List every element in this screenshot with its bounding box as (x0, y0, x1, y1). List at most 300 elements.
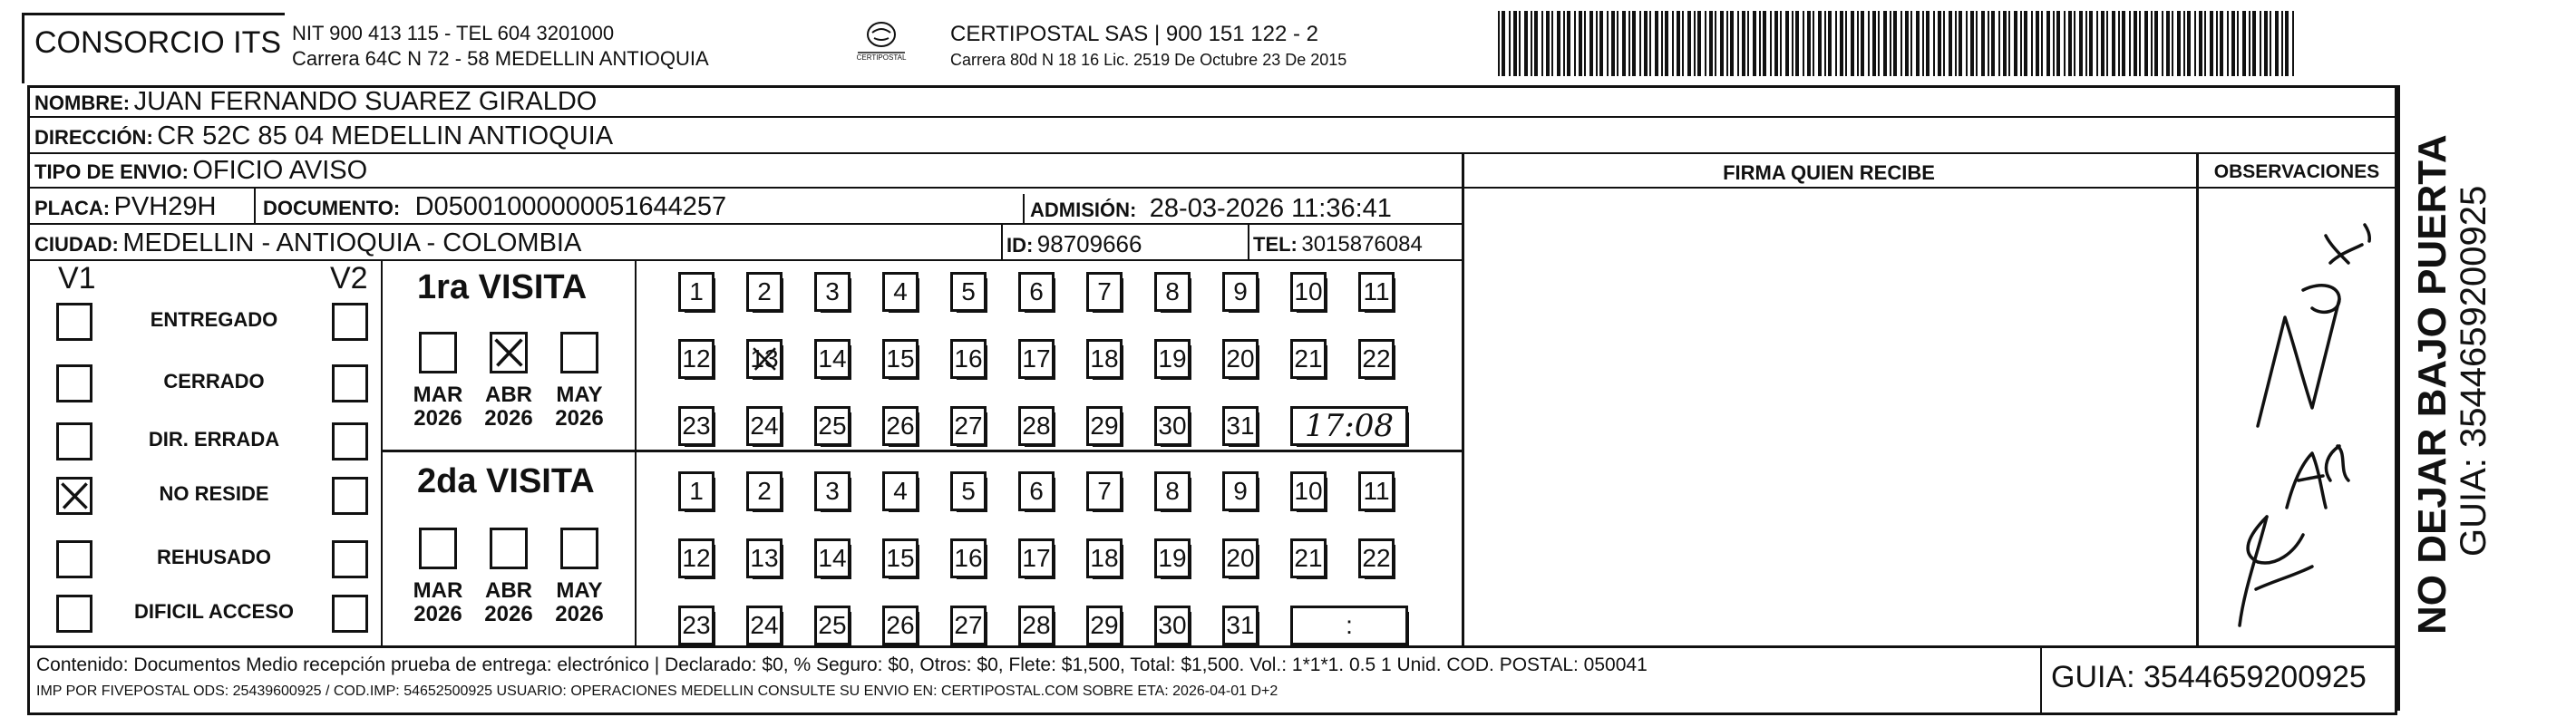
barcode-bar (1759, 11, 1761, 76)
footer-content: Contenido: Documentos Medio recepción prueba de entrega: electrónico | Declarado: $0, % Seguro: $0, Otros: $0, Flete: $1,500, Total: $1,500. Vol.: 1*1*1. 0.5 1 Unid. COD. POSTAL: 050041 (36, 654, 1648, 675)
day-cell[interactable] (1086, 406, 1123, 446)
day-cell[interactable] (1358, 471, 1395, 511)
barcode-bar (1785, 11, 1789, 76)
col-id-sep (1001, 225, 1003, 259)
v1-label: V1 (58, 261, 96, 296)
barcode-bar (1991, 11, 1995, 76)
certipostal-license: Carrera 80d N 18 16 Lic. 2519 De Octubre 23 De 2015 (950, 51, 1347, 69)
barcode-bar (2089, 11, 2093, 76)
status-v2-checkbox[interactable] (332, 364, 368, 402)
barcode-bar (2139, 11, 2141, 76)
barcode-bar (1872, 11, 1876, 76)
status-v1-checkbox[interactable] (56, 303, 92, 341)
barcode-bar (1813, 11, 1814, 76)
status-v1-checkbox[interactable] (56, 422, 92, 460)
barcode-bar (1883, 11, 1887, 76)
day-number: 15 (886, 544, 915, 572)
barcode-bar (1596, 11, 1598, 76)
barcode-bar (1970, 11, 1974, 76)
id-label: ID: (1006, 234, 1034, 257)
col-firma-left (1462, 152, 1464, 647)
barcode-bar (1622, 11, 1626, 76)
day-cell[interactable] (1222, 339, 1259, 379)
barcode-bar (1502, 11, 1505, 76)
day-cell[interactable] (1222, 606, 1259, 645)
barcode-bar (1677, 11, 1680, 76)
barcode-bar (2227, 11, 2229, 76)
day-cell[interactable] (950, 406, 987, 446)
day-cell[interactable] (678, 272, 714, 312)
month-checkbox[interactable] (419, 528, 457, 569)
time-value: : (1346, 611, 1353, 639)
barcode (1498, 11, 2300, 76)
barcode-bar (2053, 11, 2055, 76)
barcode-bar (2270, 11, 2271, 76)
barcode-bar (2231, 11, 2235, 76)
barcode-bar (1742, 11, 1745, 76)
day-cell[interactable] (746, 339, 783, 379)
day-cell[interactable] (1222, 406, 1259, 446)
day-cell[interactable] (950, 272, 987, 312)
day-cell[interactable] (1290, 272, 1327, 312)
day-number: 10 (1294, 477, 1323, 505)
month-label: MAR (413, 383, 463, 407)
field-placa (34, 192, 216, 222)
day-cell[interactable] (1290, 471, 1327, 511)
placa-value: PVH29H (113, 192, 217, 221)
barcode-bar (1753, 11, 1756, 76)
side-warning: NO DEJAR BAJO PUERTA (2410, 134, 2454, 635)
day-cell[interactable] (746, 606, 783, 645)
barcode-bar (1541, 11, 1543, 76)
barcode-bar (1949, 11, 1952, 76)
field-tipo (34, 156, 367, 186)
day-cell[interactable] (950, 339, 987, 379)
day-number: 27 (954, 412, 983, 440)
barcode-bar (1531, 11, 1532, 76)
day-number: 1 (689, 477, 704, 505)
day-cell[interactable] (1018, 339, 1055, 379)
barcode-bar (1824, 11, 1826, 76)
day-number: 16 (954, 344, 983, 373)
day-cell[interactable] (1358, 272, 1395, 312)
barcode-bar (1792, 11, 1793, 76)
day-number: 11 (1363, 277, 1390, 305)
day-cell[interactable] (1290, 339, 1327, 379)
time-box[interactable] (1290, 606, 1408, 645)
barcode-bar (1519, 11, 1521, 76)
day-cell[interactable] (1086, 471, 1123, 511)
tel-label: TEL: (1253, 233, 1298, 256)
barcode-bar (2106, 11, 2108, 76)
day-cell[interactable] (1018, 272, 1055, 312)
status-label: DIR. ERRADA (148, 428, 280, 451)
day-cell[interactable] (882, 272, 919, 312)
day-number: 1 (689, 277, 704, 305)
barcode-bar (2281, 11, 2283, 76)
day-cell[interactable] (814, 471, 851, 511)
status-v1-checkbox[interactable] (56, 364, 92, 402)
barcode-bar (1878, 11, 1880, 76)
barcode-bar (2129, 11, 2131, 76)
barcode-bar (2144, 11, 2148, 76)
day-number: 2 (757, 477, 772, 505)
barcode-bar (2074, 11, 2075, 76)
day-cell[interactable] (882, 471, 919, 511)
barcode-bar (2064, 11, 2066, 76)
barcode-bar (1905, 11, 1909, 76)
barcode-bar (1795, 11, 1799, 76)
status-v2-checkbox[interactable] (332, 477, 368, 515)
barcode-bar (1655, 11, 1658, 76)
svg-text:CERTIPOSTAL: CERTIPOSTAL (856, 53, 907, 62)
status-v2-checkbox[interactable] (332, 595, 368, 633)
barcode-bar (1988, 11, 1989, 76)
barcode-bar (1579, 11, 1582, 76)
barcode-bar (1747, 11, 1749, 76)
field-documento (263, 192, 726, 222)
day-number: 4 (893, 277, 908, 305)
ciudad-label: CIUDAD: (34, 233, 119, 256)
barcode-bar (2056, 11, 2060, 76)
day-number: 23 (682, 412, 711, 440)
barcode-bar (1981, 11, 1985, 76)
field-direccion (34, 121, 613, 151)
barcode-bar (1770, 11, 1772, 76)
barcode-bar (1665, 11, 1668, 76)
barcode-bar (1803, 11, 1804, 76)
barcode-bar (1851, 11, 1854, 76)
barcode-bar (2292, 11, 2294, 76)
barcode-bar (2220, 11, 2223, 76)
day-cell[interactable] (1018, 406, 1055, 446)
barcode-bar (1498, 11, 1500, 76)
day-number: 17 (1022, 544, 1051, 572)
day-number: 25 (818, 611, 847, 639)
observations-handwriting (2203, 208, 2394, 644)
day-cell[interactable] (678, 471, 714, 511)
status-label: REHUSADO (157, 546, 271, 568)
barcode-bar (1557, 11, 1560, 76)
admision-label: ADMISIÓN: (1030, 199, 1137, 221)
v2-label: V2 (330, 261, 368, 296)
day-cell[interactable] (678, 339, 714, 379)
month-checkbox[interactable] (560, 528, 598, 569)
barcode-bar (2096, 11, 2098, 76)
barcode-bar (1534, 11, 1538, 76)
day-cell[interactable] (814, 272, 851, 312)
col-status-right (381, 259, 383, 645)
day-number: 13 (750, 344, 779, 373)
day-number: 21 (1294, 344, 1323, 373)
second-visit-title: 2da VISITA (417, 462, 595, 500)
status-v1-checkbox[interactable] (56, 595, 92, 633)
barcode-bar (1632, 11, 1636, 76)
day-number: 31 (1226, 412, 1255, 440)
day-cell[interactable] (746, 272, 783, 312)
day-cell[interactable] (746, 471, 783, 511)
month-label: ABR (485, 383, 532, 407)
day-number: 22 (1362, 544, 1391, 572)
barcode-bar (1893, 11, 1897, 76)
barcode-bar (1840, 11, 1843, 76)
visit-divider (381, 450, 1463, 452)
barcode-bar (2177, 11, 2181, 76)
first-visit-title: 1ra VISITA (417, 268, 588, 306)
time-value: 17:08 (1305, 408, 1394, 444)
barcode-bar (1589, 11, 1593, 76)
day-number: 8 (1165, 477, 1180, 505)
month-checkbox[interactable] (560, 332, 598, 373)
day-cell[interactable] (1086, 272, 1123, 312)
day-cell[interactable] (1154, 538, 1191, 578)
day-cell[interactable] (1086, 606, 1123, 645)
day-cell[interactable] (814, 606, 851, 645)
day-cell[interactable] (1154, 606, 1191, 645)
row-line-3 (27, 187, 1464, 189)
tel-value: 3015876084 (1301, 232, 1423, 257)
nombre-value: JUAN FERNANDO SUAREZ GIRALDO (133, 87, 598, 116)
day-cell[interactable] (1358, 538, 1395, 578)
month-checkbox[interactable] (419, 332, 457, 373)
company-address: Carrera 64C N 72 - 58 MEDELLIN ANTIOQUIA (292, 47, 709, 70)
day-cell[interactable] (1222, 471, 1259, 511)
day-cell[interactable] (1358, 339, 1395, 379)
day-number: 2 (757, 277, 772, 305)
barcode-bar (1916, 11, 1920, 76)
day-cell[interactable] (882, 339, 919, 379)
barcode-bar (2242, 11, 2246, 76)
day-number: 13 (750, 544, 779, 572)
day-cell[interactable] (678, 606, 714, 645)
day-number: 24 (750, 611, 779, 639)
day-number: 12 (682, 344, 711, 373)
barcode-bar (1922, 11, 1924, 76)
direccion-label: DIRECCIÓN: (34, 126, 153, 149)
barcode-bar (1584, 11, 1586, 76)
status-label: DIFICIL ACCESO (133, 600, 294, 623)
status-v2-checkbox[interactable] (332, 540, 368, 578)
day-cell[interactable] (1154, 406, 1191, 446)
barcode-bar (2085, 11, 2087, 76)
day-number: 18 (1090, 544, 1119, 572)
day-cell[interactable] (1154, 272, 1191, 312)
barcode-bar (1709, 11, 1713, 76)
barcode-bar (2172, 11, 2173, 76)
day-number: 6 (1029, 277, 1044, 305)
time-box[interactable] (1290, 406, 1408, 446)
day-number: 25 (818, 412, 847, 440)
status-v2-checkbox[interactable] (332, 303, 368, 341)
barcode-bar (1697, 11, 1701, 76)
barcode-bar (2041, 11, 2043, 76)
barcode-bar (2237, 11, 2239, 76)
day-cell[interactable] (746, 538, 783, 578)
barcode-bar (1959, 11, 1962, 76)
day-cell[interactable] (814, 406, 851, 446)
day-cell[interactable] (882, 606, 919, 645)
year-label: 2026 (413, 406, 462, 431)
day-number: 22 (1362, 344, 1391, 373)
barcode-bar (1639, 11, 1641, 76)
firma-header: FIRMA QUIEN RECIBE (1723, 161, 1935, 184)
day-cell[interactable] (814, 538, 851, 578)
day-number: 26 (886, 412, 915, 440)
month-checkbox[interactable] (490, 332, 528, 373)
row-line-2 (27, 152, 2395, 154)
barcode-bar (2122, 11, 2125, 76)
day-cell[interactable] (814, 339, 851, 379)
barcode-bar (2204, 11, 2206, 76)
barcode-bar (1524, 11, 1528, 76)
day-cell[interactable] (746, 406, 783, 446)
company-name: CONSORCIO ITS (34, 25, 282, 60)
documento-value: D05001000000051644257 (414, 192, 727, 221)
row-line-3b (1462, 187, 2395, 189)
status-v1-checkbox[interactable] (56, 477, 92, 515)
certipostal-info: CERTIPOSTAL SAS | 900 151 122 - 2 (950, 22, 1318, 46)
status-label: ENTREGADO (150, 308, 278, 331)
barcode-bar (2285, 11, 2289, 76)
day-number: 3 (825, 477, 840, 505)
barcode-bar (2249, 11, 2250, 76)
day-number: 5 (961, 277, 976, 305)
barcode-bar (1509, 11, 1511, 76)
side-guia: GUIA: 3544659200925 (2454, 185, 2493, 557)
barcode-bar (2112, 11, 2115, 76)
field-ciudad (34, 228, 581, 258)
day-check-mark (749, 342, 780, 376)
day-number: 30 (1158, 412, 1187, 440)
day-number: 24 (750, 412, 779, 440)
day-cell[interactable] (1086, 538, 1123, 578)
barcode-bar (2031, 11, 2033, 76)
day-number: 23 (682, 611, 711, 639)
day-number: 20 (1226, 344, 1255, 373)
barcode-bar (2024, 11, 2027, 76)
barcode-bar (1835, 11, 1837, 76)
barcode-bar (1574, 11, 1576, 76)
status-v2-checkbox[interactable] (332, 422, 368, 460)
barcode-bar (1694, 11, 1696, 76)
day-cell[interactable] (950, 471, 987, 511)
barcode-bar (1687, 11, 1691, 76)
barcode-bar (1774, 11, 1778, 76)
barcode-bar (1943, 11, 1945, 76)
id-value: 98709666 (1036, 230, 1142, 257)
company-nit: NIT 900 413 115 - TEL 604 3201000 (292, 22, 615, 44)
day-cell[interactable] (1290, 538, 1327, 578)
col-months-right (635, 259, 637, 645)
field-tel (1253, 232, 1423, 257)
barcode-bar (2275, 11, 2279, 76)
day-cell[interactable] (882, 406, 919, 446)
day-cell[interactable] (678, 538, 714, 578)
frame-right-outer (2396, 85, 2400, 711)
barcode-bar (2003, 11, 2007, 76)
barcode-bar (1720, 11, 1724, 76)
barcode-bar (2210, 11, 2213, 76)
barcode-bar (1672, 11, 1674, 76)
barcode-bar (1551, 11, 1553, 76)
barcode-bar (2036, 11, 2039, 76)
field-admision (1030, 194, 1392, 224)
col-placa-sep (254, 189, 256, 223)
barcode-bar (1780, 11, 1782, 76)
col-admision-sep (1023, 194, 1025, 223)
barcode-bar (1828, 11, 1832, 76)
day-cell[interactable] (1086, 339, 1123, 379)
day-number: 18 (1090, 344, 1119, 373)
day-cell[interactable] (678, 406, 714, 446)
day-cell[interactable] (1154, 471, 1191, 511)
day-number: 21 (1294, 544, 1323, 572)
barcode-bar (1857, 11, 1859, 76)
col-footer-guia-left (2040, 645, 2042, 714)
day-number: 28 (1022, 611, 1051, 639)
status-v1-checkbox[interactable] (56, 540, 92, 578)
col-tel-sep (1248, 225, 1249, 259)
day-cell[interactable] (1222, 272, 1259, 312)
footer-guia: GUIA: 3544659200925 (2051, 660, 2367, 694)
day-cell[interactable] (1222, 538, 1259, 578)
day-cell[interactable] (950, 606, 987, 645)
barcode-bar (1890, 11, 1891, 76)
day-number: 15 (886, 344, 915, 373)
barcode-bar (1617, 11, 1619, 76)
day-cell[interactable] (1154, 339, 1191, 379)
footer-imp: IMP POR FIVEPOSTAL ODS: 25439600925 / COD.IMP: 54652500925 USUARIO: OPERACIONES MEDELLIN CONSULTE SU ENVIO EN: CERTIPOSTAL.COM SOBRE ETA: 2026-04-01 D+2 (36, 683, 1278, 699)
barcode-bar (1763, 11, 1766, 76)
barcode-bar (1900, 11, 1902, 76)
day-number: 30 (1158, 611, 1187, 639)
barcode-bar (1926, 11, 1930, 76)
barcode-bar (1599, 11, 1603, 76)
day-number: 7 (1097, 477, 1112, 505)
month-label: MAY (556, 383, 603, 407)
admision-value: 28-03-2026 11:36:41 (1149, 194, 1392, 223)
year-label: 2026 (555, 406, 604, 431)
year-label: 2026 (484, 602, 533, 626)
day-cell[interactable] (1018, 471, 1055, 511)
month-label: MAY (556, 578, 603, 603)
day-cell[interactable] (1018, 606, 1055, 645)
nombre-label: NOMBRE: (34, 92, 131, 114)
barcode-bar (1966, 11, 1968, 76)
barcode-bar (2194, 11, 2196, 76)
day-cell[interactable] (882, 538, 919, 578)
barcode-bar (1513, 11, 1517, 76)
field-nombre (34, 87, 597, 117)
day-cell[interactable] (1018, 538, 1055, 578)
day-number: 29 (1090, 412, 1119, 440)
barcode-bar (2014, 11, 2017, 76)
day-number: 29 (1090, 611, 1119, 639)
day-number: 19 (1158, 344, 1187, 373)
barcode-bar (1644, 11, 1648, 76)
day-number: 6 (1029, 477, 1044, 505)
barcode-bar (2166, 11, 2170, 76)
barcode-bar (2008, 11, 2010, 76)
barcode-bar (1682, 11, 1684, 76)
year-label: 2026 (413, 602, 462, 626)
frame-left (27, 85, 30, 714)
day-cell[interactable] (950, 538, 987, 578)
day-number: 8 (1165, 277, 1180, 305)
barcode-bar (2101, 11, 2105, 76)
month-checkbox[interactable] (490, 528, 528, 569)
tipo-value: OFICIO AVISO (192, 156, 368, 185)
